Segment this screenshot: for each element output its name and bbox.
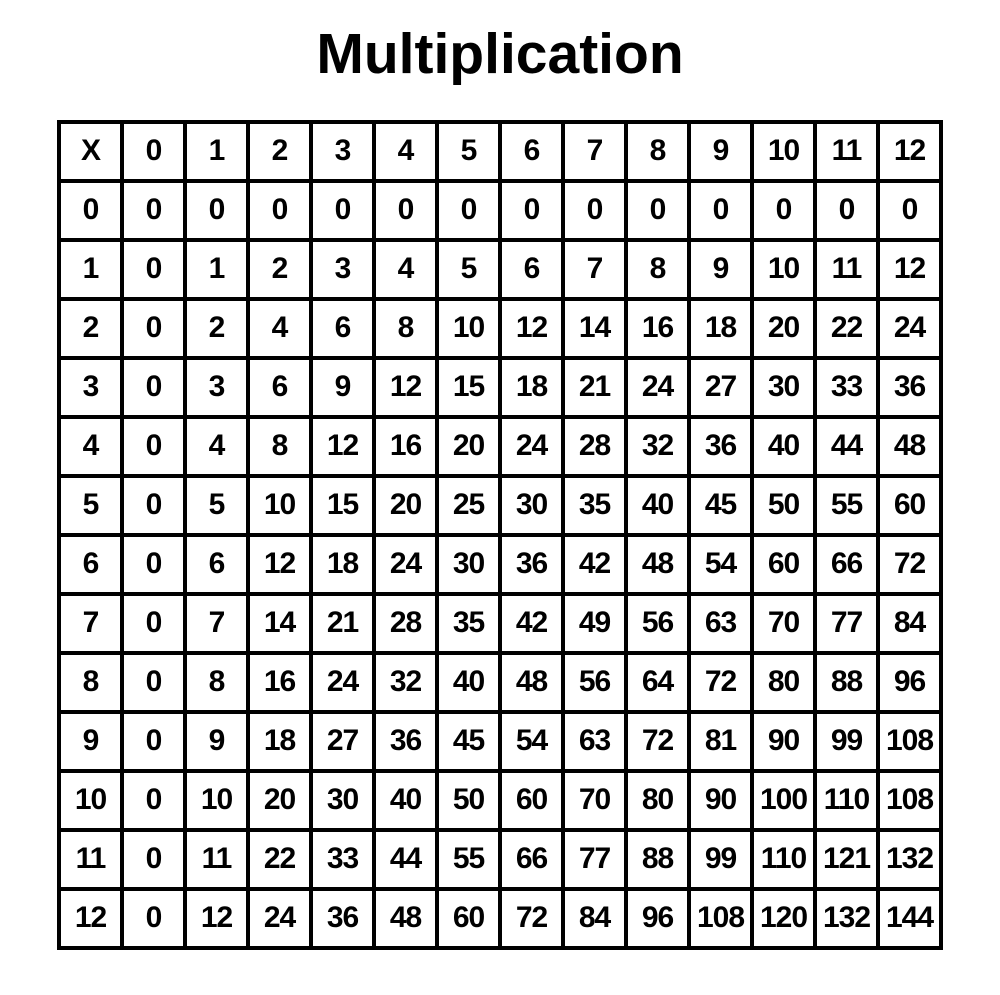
product-cell: 24 [500, 417, 563, 476]
product-cell: 14 [248, 594, 311, 653]
product-cell: 16 [248, 653, 311, 712]
row-label-cell: 10 [59, 771, 122, 830]
row-label-cell: 1 [59, 240, 122, 299]
product-cell: 84 [878, 594, 941, 653]
product-cell: 108 [689, 889, 752, 948]
product-cell: 48 [374, 889, 437, 948]
product-cell: 6 [248, 358, 311, 417]
product-cell: 9 [689, 240, 752, 299]
product-cell: 96 [626, 889, 689, 948]
product-cell: 0 [122, 771, 185, 830]
product-cell: 0 [185, 181, 248, 240]
product-cell: 32 [374, 653, 437, 712]
product-cell: 42 [563, 535, 626, 594]
product-cell: 45 [689, 476, 752, 535]
product-cell: 4 [374, 240, 437, 299]
column-header-cell: 5 [437, 122, 500, 181]
column-header-cell: 10 [752, 122, 815, 181]
table-row [59, 594, 941, 653]
product-cell: 36 [374, 712, 437, 771]
product-cell: 10 [185, 771, 248, 830]
product-cell: 0 [248, 181, 311, 240]
row-label-cell: 0 [59, 181, 122, 240]
table-row [59, 240, 941, 299]
product-cell: 9 [185, 712, 248, 771]
product-cell: 72 [689, 653, 752, 712]
table-row [59, 712, 941, 771]
product-cell: 72 [500, 889, 563, 948]
product-cell: 96 [878, 653, 941, 712]
product-cell: 2 [185, 299, 248, 358]
table-row [59, 535, 941, 594]
product-cell: 44 [374, 830, 437, 889]
product-cell: 15 [311, 476, 374, 535]
product-cell: 0 [122, 476, 185, 535]
product-cell: 50 [437, 771, 500, 830]
column-header-cell: 0 [122, 122, 185, 181]
row-label-cell: 3 [59, 358, 122, 417]
product-cell: 45 [437, 712, 500, 771]
product-cell: 36 [689, 417, 752, 476]
product-cell: 0 [122, 889, 185, 948]
row-label-cell: 5 [59, 476, 122, 535]
product-cell: 4 [248, 299, 311, 358]
product-cell: 24 [626, 358, 689, 417]
product-cell: 60 [752, 535, 815, 594]
product-cell: 35 [437, 594, 500, 653]
operator-cell: X [59, 122, 122, 181]
product-cell: 30 [500, 476, 563, 535]
product-cell: 8 [626, 240, 689, 299]
column-header-cell: 2 [248, 122, 311, 181]
product-cell: 20 [437, 417, 500, 476]
product-cell: 30 [437, 535, 500, 594]
product-cell: 70 [752, 594, 815, 653]
table-row [59, 889, 941, 948]
table-row [59, 358, 941, 417]
product-cell: 0 [122, 299, 185, 358]
row-label-cell: 11 [59, 830, 122, 889]
column-header-cell: 8 [626, 122, 689, 181]
multiplication-table [57, 120, 943, 950]
column-header-cell: 9 [689, 122, 752, 181]
product-cell: 7 [185, 594, 248, 653]
product-cell: 77 [815, 594, 878, 653]
product-cell: 84 [563, 889, 626, 948]
product-cell: 12 [185, 889, 248, 948]
product-cell: 0 [878, 181, 941, 240]
column-header-cell: 3 [311, 122, 374, 181]
product-cell: 27 [689, 358, 752, 417]
product-cell: 30 [752, 358, 815, 417]
product-cell: 20 [374, 476, 437, 535]
product-cell: 18 [689, 299, 752, 358]
product-cell: 0 [752, 181, 815, 240]
product-cell: 72 [878, 535, 941, 594]
product-cell: 33 [311, 830, 374, 889]
product-cell: 2 [248, 240, 311, 299]
product-cell: 55 [815, 476, 878, 535]
product-cell: 12 [500, 299, 563, 358]
column-header-cell: 12 [878, 122, 941, 181]
product-cell: 144 [878, 889, 941, 948]
product-cell: 0 [563, 181, 626, 240]
table-row [59, 830, 941, 889]
product-cell: 9 [311, 358, 374, 417]
row-label-cell: 7 [59, 594, 122, 653]
product-cell: 0 [122, 712, 185, 771]
product-cell: 132 [878, 830, 941, 889]
product-cell: 28 [563, 417, 626, 476]
product-cell: 121 [815, 830, 878, 889]
product-cell: 55 [437, 830, 500, 889]
page-title: Multiplication [316, 22, 684, 86]
product-cell: 63 [689, 594, 752, 653]
product-cell: 88 [815, 653, 878, 712]
product-cell: 0 [122, 240, 185, 299]
column-header-cell: 1 [185, 122, 248, 181]
product-cell: 108 [878, 712, 941, 771]
product-cell: 99 [815, 712, 878, 771]
row-label-cell: 6 [59, 535, 122, 594]
product-cell: 77 [563, 830, 626, 889]
product-cell: 16 [374, 417, 437, 476]
product-cell: 42 [500, 594, 563, 653]
row-label-cell: 9 [59, 712, 122, 771]
product-cell: 56 [563, 653, 626, 712]
product-cell: 0 [374, 181, 437, 240]
product-cell: 4 [185, 417, 248, 476]
product-cell: 22 [815, 299, 878, 358]
product-cell: 22 [248, 830, 311, 889]
product-cell: 63 [563, 712, 626, 771]
product-cell: 36 [311, 889, 374, 948]
row-label-cell: 2 [59, 299, 122, 358]
product-cell: 0 [122, 830, 185, 889]
product-cell: 32 [626, 417, 689, 476]
product-cell: 16 [626, 299, 689, 358]
row-label-cell: 8 [59, 653, 122, 712]
product-cell: 0 [689, 181, 752, 240]
product-cell: 66 [500, 830, 563, 889]
product-cell: 24 [878, 299, 941, 358]
product-cell: 0 [500, 181, 563, 240]
product-cell: 24 [374, 535, 437, 594]
product-cell: 36 [878, 358, 941, 417]
product-cell: 30 [311, 771, 374, 830]
table-row [59, 181, 941, 240]
product-cell: 21 [563, 358, 626, 417]
product-cell: 12 [878, 240, 941, 299]
product-cell: 0 [122, 594, 185, 653]
product-cell: 40 [374, 771, 437, 830]
product-cell: 25 [437, 476, 500, 535]
table-row [59, 476, 941, 535]
product-cell: 14 [563, 299, 626, 358]
product-cell: 6 [500, 240, 563, 299]
product-cell: 40 [752, 417, 815, 476]
product-cell: 100 [752, 771, 815, 830]
product-cell: 6 [311, 299, 374, 358]
product-cell: 80 [626, 771, 689, 830]
product-cell: 90 [752, 712, 815, 771]
product-cell: 21 [311, 594, 374, 653]
column-header-cell: 6 [500, 122, 563, 181]
product-cell: 10 [752, 240, 815, 299]
product-cell: 8 [374, 299, 437, 358]
product-cell: 108 [878, 771, 941, 830]
column-header-cell: 11 [815, 122, 878, 181]
multiplication-table-body [59, 122, 941, 948]
product-cell: 50 [752, 476, 815, 535]
product-cell: 15 [437, 358, 500, 417]
product-cell: 81 [689, 712, 752, 771]
header-row [59, 122, 941, 181]
product-cell: 11 [815, 240, 878, 299]
product-cell: 0 [437, 181, 500, 240]
table-row [59, 299, 941, 358]
product-cell: 120 [752, 889, 815, 948]
table-row [59, 771, 941, 830]
column-header-cell: 7 [563, 122, 626, 181]
product-cell: 54 [500, 712, 563, 771]
product-cell: 8 [185, 653, 248, 712]
product-cell: 10 [248, 476, 311, 535]
product-cell: 1 [185, 240, 248, 299]
product-cell: 64 [626, 653, 689, 712]
table-row [59, 653, 941, 712]
product-cell: 72 [626, 712, 689, 771]
product-cell: 60 [437, 889, 500, 948]
product-cell: 0 [815, 181, 878, 240]
row-label-cell: 4 [59, 417, 122, 476]
product-cell: 12 [374, 358, 437, 417]
product-cell: 48 [878, 417, 941, 476]
product-cell: 0 [122, 358, 185, 417]
product-cell: 8 [248, 417, 311, 476]
product-cell: 33 [815, 358, 878, 417]
product-cell: 0 [626, 181, 689, 240]
product-cell: 70 [563, 771, 626, 830]
product-cell: 24 [311, 653, 374, 712]
product-cell: 60 [500, 771, 563, 830]
product-cell: 18 [248, 712, 311, 771]
product-cell: 18 [500, 358, 563, 417]
product-cell: 27 [311, 712, 374, 771]
product-cell: 99 [689, 830, 752, 889]
product-cell: 3 [311, 240, 374, 299]
product-cell: 0 [122, 653, 185, 712]
column-header-cell: 4 [374, 122, 437, 181]
product-cell: 36 [500, 535, 563, 594]
row-label-cell: 12 [59, 889, 122, 948]
product-cell: 110 [815, 771, 878, 830]
product-cell: 0 [311, 181, 374, 240]
product-cell: 48 [500, 653, 563, 712]
product-cell: 60 [878, 476, 941, 535]
product-cell: 132 [815, 889, 878, 948]
product-cell: 0 [122, 417, 185, 476]
product-cell: 54 [689, 535, 752, 594]
product-cell: 18 [311, 535, 374, 594]
product-cell: 80 [752, 653, 815, 712]
product-cell: 3 [185, 358, 248, 417]
product-cell: 6 [185, 535, 248, 594]
product-cell: 48 [626, 535, 689, 594]
product-cell: 5 [185, 476, 248, 535]
product-cell: 0 [122, 181, 185, 240]
product-cell: 40 [437, 653, 500, 712]
product-cell: 35 [563, 476, 626, 535]
product-cell: 11 [185, 830, 248, 889]
product-cell: 40 [626, 476, 689, 535]
product-cell: 0 [122, 535, 185, 594]
table-row [59, 417, 941, 476]
product-cell: 49 [563, 594, 626, 653]
product-cell: 12 [311, 417, 374, 476]
product-cell: 20 [752, 299, 815, 358]
product-cell: 5 [437, 240, 500, 299]
product-cell: 24 [248, 889, 311, 948]
product-cell: 90 [689, 771, 752, 830]
product-cell: 28 [374, 594, 437, 653]
product-cell: 56 [626, 594, 689, 653]
product-cell: 110 [752, 830, 815, 889]
product-cell: 44 [815, 417, 878, 476]
product-cell: 7 [563, 240, 626, 299]
product-cell: 12 [248, 535, 311, 594]
product-cell: 10 [437, 299, 500, 358]
product-cell: 66 [815, 535, 878, 594]
product-cell: 20 [248, 771, 311, 830]
product-cell: 88 [626, 830, 689, 889]
